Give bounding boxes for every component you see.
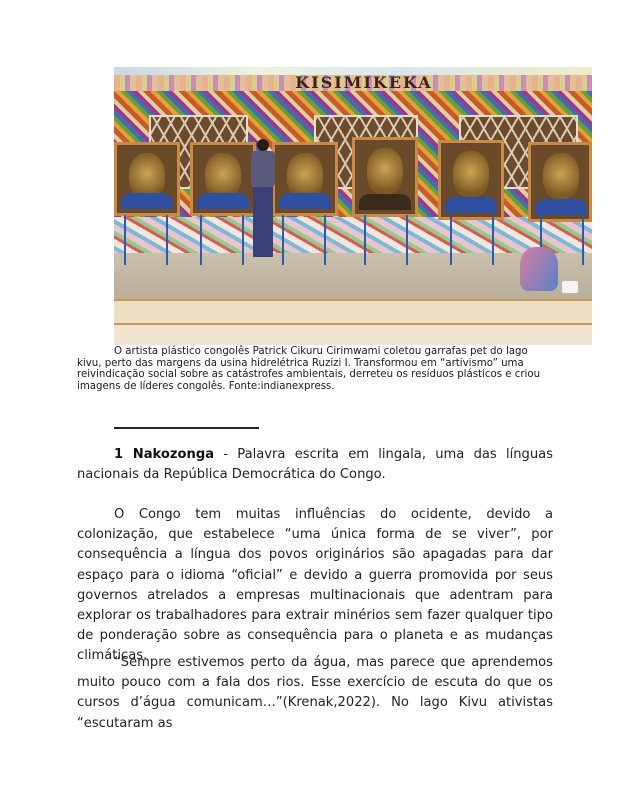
footnote-separator (114, 427, 259, 429)
body-paragraph-2: “Sempre estivemos perto da água, mas parece que aprendemos muito pouco com a fala dos rios. Esse exercício de escuta do que os cursos d’água comunicam…”(Krenak,2022). No lago Kivu ativistas “escutaram as (77, 655, 553, 731)
bucket (562, 281, 578, 293)
portrait-4 (352, 137, 418, 217)
photo-lower-wall (114, 217, 592, 257)
photo-step (114, 299, 592, 325)
easel (200, 215, 244, 265)
footnote (77, 445, 553, 485)
easel (282, 215, 326, 265)
figure-photo (114, 67, 592, 345)
body-paragraph-1: O Congo tem muitas influências do ocidente, devido a colonização, que estabelece “uma única forma de se viver”, por consequência a língua dos povos originários são apagadas para dar espaço para o idioma “oficial” e devido a guerra promovida por seus governos atrelados a empresas multinacionais que adentram para explorar os trabalhadores para extrair minérios sem fazer qualquer tipo de ponderação sobre as consequência para o planeta e as mudanças climáticas. (77, 507, 553, 664)
plastic-bag (520, 247, 558, 291)
portrait-1 (114, 142, 180, 216)
portrait-2 (190, 142, 256, 216)
photo-sign: KISIMIKEKA (295, 73, 433, 92)
portrait-6 (528, 142, 592, 222)
figure-caption: O artista plástico congolês Patrick Cikuru Cirimwami coletou garrafas pet do lago kivu, perto das margens da usina hidrelétrica Ruzizi I. Transformou em “artivismo” uma reivindicação social sobre as catástrofes ambientais, derreteu os resíduos plásticos e criou imagens de líderes congolês. Fonte:indianexpress. (77, 346, 541, 392)
portrait-3 (272, 142, 338, 216)
easel (124, 215, 168, 265)
portrait-5 (438, 140, 504, 220)
footnote-text: - Palavra escrita em lingala, uma das línguas nacionais da República Democrática do Congo. (77, 447, 554, 483)
easel (364, 215, 408, 265)
photo-step (114, 323, 592, 345)
artist-figure (249, 139, 275, 259)
footnote-marker: 1 Nakozonga (114, 447, 215, 462)
easel (450, 215, 494, 265)
